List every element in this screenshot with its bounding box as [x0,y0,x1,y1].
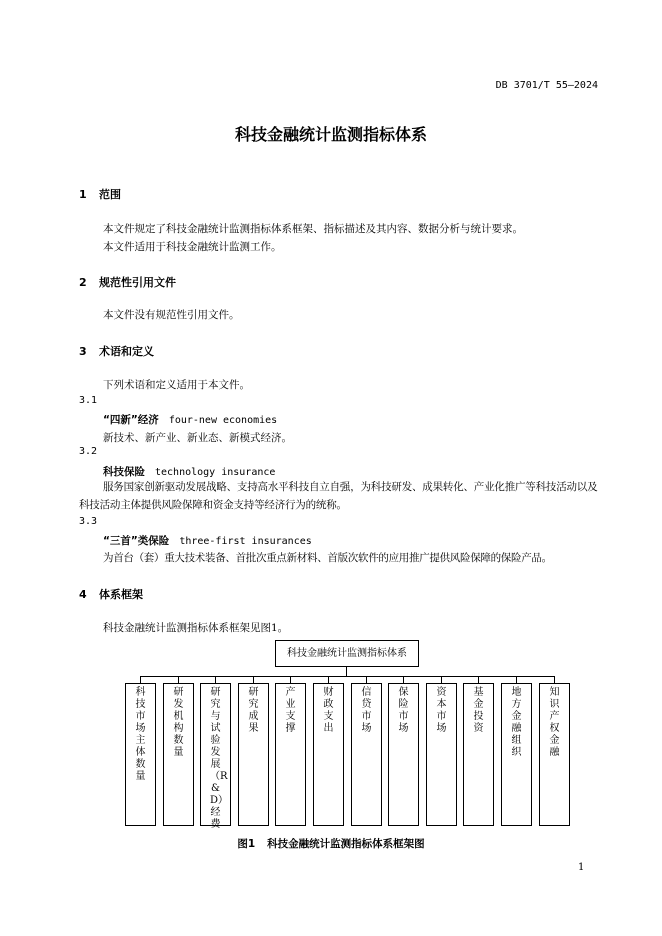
figure-caption-text: 科技金融统计监测指标体系框架图 [267,838,425,850]
document-title: 科技金融统计监测指标体系 [234,125,427,144]
section-number: 1 [79,188,87,201]
diagram-leaf-label: 基金投资 [473,687,484,734]
clause-number: 3.2 [79,446,98,457]
diagram-leaf-label: 研发机构数量 [173,687,184,758]
term-definition: 为首台（套）重大技术装备、首批次重点新材料、首版次软件的应用推广提供风险保障的保险产品。 [103,552,552,564]
diagram-leaf-label: 研究成果 [248,687,259,734]
diagram-leaf-box [200,683,231,830]
diagram-leaf-label: 知识产权金融 [549,687,560,758]
clause-number: 3.3 [79,516,98,527]
figure-caption-label: 图1 [237,838,256,850]
figure-caption [0,836,662,851]
section-heading-scope [79,186,121,202]
diagram-leaf-label: 地方金融组织 [511,687,522,758]
diagram-leaf-label: 信贷市场 [361,687,372,734]
term-en: four-new economies [168,415,278,426]
diagram-leaf-label: 资本市场 [436,687,447,734]
term-entry [103,412,277,427]
section-heading-normative-references [79,274,176,290]
page-number: 1 [578,862,585,873]
document-code: DB 3701/T 55—2024 [495,80,598,91]
section-title: 体系框架 [99,588,143,601]
diagram-leaf-box [238,683,269,826]
section-number: 4 [79,588,87,601]
diagram-leaf-box [501,683,532,826]
diagram-leaf-box [426,683,457,826]
diagram-leaf-label: 产业支撑 [285,687,296,734]
diagram-leaf-label: 财政支出 [323,687,334,734]
section-number: 2 [79,276,87,289]
diagram-leaf-label: 保险市场 [398,687,409,734]
diagram-leaf-box [125,683,156,826]
term-definition: 服务国家创新驱动发展战略、支持高水平科技自立自强，为科技研发、成果转化、产业化推广等科技活动以及科技活动主体提供风险保障和资金支持等经济行为的统称。 [79,481,598,511]
diagram-leaf-box [313,683,344,826]
section-number: 3 [79,345,87,358]
paragraph: 科技金融统计监测指标体系框架见图1。 [103,622,289,634]
paragraph: 本文件规定了科技金融统计监测指标体系框架、指标描述及其内容、数据分析与统计要求。 [103,223,523,235]
term-en: technology insurance [155,467,276,478]
diagram-connector [140,676,555,677]
paragraph: 本文件适用于科技金融统计监测工作。 [103,241,282,253]
clause-number: 3.1 [79,395,98,406]
section-title: 术语和定义 [99,345,154,358]
diagram-connector [346,666,347,676]
paragraph: 本文件没有规范性引用文件。 [103,309,240,321]
term-zh: “三首”类保险 [103,535,170,547]
diagram-root-box: 科技金融统计监测指标体系 [275,640,419,667]
diagram-leaf-label: 科技市场主体数量 [135,687,146,782]
term-en: three-first insurances [179,536,312,547]
paragraph: 下列术语和定义适用于本文件。 [103,379,250,391]
diagram-leaf-box [539,683,570,826]
term-entry [103,533,312,548]
diagram-leaf-box [275,683,306,826]
term-zh: “四新”经济 [103,414,159,426]
diagram-leaf-box [351,683,382,826]
diagram-leaf-label: 研究与试验发展（R&D）经费 [210,687,229,830]
section-heading-framework [79,586,143,602]
term-definition: 新技术、新产业、新业态、新模式经济。 [103,432,292,444]
section-heading-terms [79,343,154,359]
term-zh: 科技保险 [103,466,145,478]
term-entry [103,464,275,479]
diagram-leaf-box [388,683,419,826]
diagram-leaf-box [463,683,494,826]
diagram-leaf-box [163,683,194,826]
section-title: 规范性引用文件 [99,276,176,289]
section-title: 范围 [99,188,121,201]
